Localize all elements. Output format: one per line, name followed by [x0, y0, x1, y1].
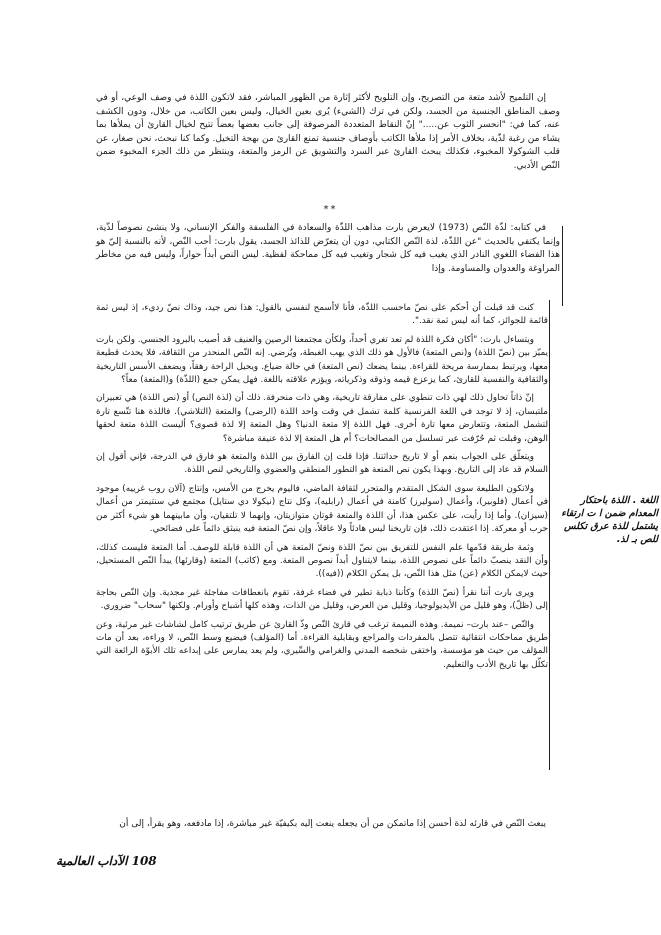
- handwritten-margin-note: اللغة . اللذة باحتكار المعدام ضمن ا ت ارتقاء يشتمل للذة عرق تكلس للص بـ لذ.: [561, 495, 658, 545]
- paragraph: في كتابه: لذّة النّص (1973) لايعرض بارت مذاهب اللذّة والسعادة في الفلسفة والفكر الإنساني، ولا ينشئ نصوصاً لذّية، وإنما يكتفي بالحديث "عن اللذّة، لذة النّص الكتابي، دون أن يتعرّض للذائذ الجسد، يقول بارت: أحب النّص، لأنه بالنسبة إليّ هو هذا الفضاء اللغوي النادر الذي يغيب فيه كل شجار وتغيب فيه كل مماحكة لفظية. ليس النص أبداً حواراً، وليس فيه من مخاطر المراوغة والعدوان والمساومة. وإذا: [96, 223, 560, 274]
- margin-rule: [562, 226, 563, 306]
- paragraph: ويرى بارت أننا نقرأ (نصّ اللذة) وكأننا ذبابة تطير في فضاء غرفة، تقوم بانعطافات مفاجئة غير مجدية. وإن النّص بحاجة إلى (ظلّ)، وهو قليل من الأيديولوجيا، وقليل من العرض، وقليل من الذات، وهذه كلها أشباح وأورام. ولكنها "سحاب" ضروري.: [96, 587, 548, 612]
- margin-rule: [549, 300, 550, 770]
- paragraph: والنّص –عند بارت– نميمة. وهذه النميمة ترغب في قارئ النّص وذّ القارئ عن طريق ترتيب كامل لشاشات غير مرئية، وعن طريق مماحكات انتقائية تتصل بالمفردات والمراجع وبقابلية القراءة. أما (المؤلف) فيضيع وسط النّص، لا وراءه، بعد أن مات المؤلف من حيث هو مؤسسة، واختفى شخصه المدني والغرامي والسِّيري، ولم يعد يمارس على إبداعه تلك الأبوّة الرائعة التي تكلّل بها تاريخ الأدب والتعليم.: [96, 619, 548, 670]
- closing-section: [96, 818, 560, 837]
- paragraph: ولاتكون الطليعة سوى الشكل المتقدم والمتحرر لثقافة الماضي، فاليوم يخرج من الأمس، وإنتاج (آلان روب غرييه) موجود في أعمال (فلوبير)، وأعمال (سوليرز) كامنة في أعمال (رابليه)، وكل نتاج (نيكولا دي ستايل) مجتمع في سنتيمتر من أعمال (سيزان). وأما إذا رأيت، على عكس هذا، أن اللذة والمتعة قوتان متوازيتان، وإنهما لا تلتقيان، وأن مابينهما هو شيء أكثر من حرب أو معركة. إذا اعتقدت ذلك، فإن تاريخنا ليس هادئاً ولا عاقلاً، وإن نصّ المتعة فيه ينبثق دائماً على فضائحي.: [96, 483, 548, 535]
- quoted-section: [96, 302, 548, 677]
- paragraph: إنّ ذاتاً تحاول ذلك لهي ذات تنطوي على مفارقة تاريخية، وهي ذات منحرفة. ذلك أن (لذة النص) أو (نص اللذة) هي تعبيران ملتبسان، إذ لا توجد في اللغة الفرنسية كلمة تشمل في وقت واحد اللذة (الرضى) والمتعة (التلاشي). فاللذة هنا تتّسع تارة لتشمل المتعة، وتتعارض معها تارة أخرى. فهل اللذة إلا متعة الدنيا؟ وهل المتعة إلا لذة قصوى؟ أليست اللذة متعة لحقها الوهن، وقبلت ثم حُرّفت عبر تسلسل من المصالحات؟ أم هل المتعة إلا لذة عنيفة مباشرة؟: [96, 393, 548, 444]
- journal-name: الآداب العالمية: [56, 854, 128, 868]
- barthes-1973-section: [96, 222, 560, 281]
- paragraph: إن التلميح لأشد متعة من التصريح، وإن التلويح لأكثر إثارة من الظهور المباشر، فقد لاتكون اللذة في وصف الوعي، أو في وصف المناطق الجنسية من الجسد، ولكن في ترك (الشيء) يُرى بعين الخيال، وليس بعين الكاتب، من خلال، ودون الكشف عنه، كما في: "انحسر الثوب عن....." إنّ النقاط المتعددة المرصوفة إلى جانب بعضها بعضاً تتيح لخيال القارئ أن يملأها بما يشاء من رغبة لذّية، بخلاف الأمر إذا ملأها الكاتب بأوصاف جنسية تمنع القارئ من بهجة التخيل. وكما كنا نبحث، نحن صغار، عن قلب الشوكولا المخبوء، فكذلك يبحث القارئ عبر السرد والتشويق عن الرمز والمتعة، وينتظر من ذلك الجزء المخبوء ضمن النّص الأدبي.: [96, 93, 560, 171]
- paragraph: ويتعلّق على الجواب بنعم أو لا تاريخ حداثتنا. فإذا قلت إن الفارق بين اللذة والمتعة هو فارق في الدرجة، فإني أقول إن السلام قد عاد إلى التاريخ. وبهذا يكون نص المتعة هو التطور المنطقي والعضوي والتاريخي لنص اللذة.: [96, 452, 548, 476]
- intro-section: [96, 92, 560, 179]
- paragraph: كنت قد قبلت أن أحكم على نصّ ماحسب اللذّة، فأنا لاأسمح لنفسي بالقول: هذا نص جيد، وذاك نصّ رديء، إذ ليس ثمة قائمة للجوائز، كما أنه ليس ثمة نقد.".: [96, 303, 548, 327]
- page-number: 108: [131, 854, 157, 868]
- section-separator: **: [323, 204, 338, 215]
- paragraph: ويتساءل بارت: "أكان فكرة اللذة لم تعد تغري أحداً، ولكأن مجتمعنا الرصين والعنيف قد أصيب بالبرود الجنسي. ولكن بارت يميّز بين (نصّ اللذة) و(نص المتعة) فالأول هو ذلك الذي يهب الغبطة، ويُرضي. إنه النّص المنحدر من الثقافة، فلا يحدث قطيعة معها، ويرتبط بممارسة مريحة للقراءة. بينما يضعك (نص المتعة) في حالة ضياع. ويحيل الراحة رهقاً، ويضعف الأسس التاريخية والثقافية والنفسية للقارئ، كما يزعزع قيمه وذوقه وذكرياته، ويؤزم علاقته باللغة. فهل يمكن جمع (اللذّة) و(المتعة) معاً؟: [96, 334, 548, 386]
- paragraph: يبعث النّص في قارئه لذة أحسن إذا ماتمكن من أن يجعله ينعت إليه بكيفيّة غير مباشرة، إذا مادفعه، وهو يقرأ، إلى أن: [119, 819, 546, 829]
- paragraph: وثمة طريقة قدّمها علم النفس للتفريق بين نصّ اللذة ونصّ المتعة هي أن اللذة قابلة للوصف. أما المتعة فليست كذلك، وأن النقد ينصبّ دائماً على نصوص اللذة، بينما لايتناول أبداً نصوص المتعة. ومع (كاتب) المتعة (وقارئها) يبدأ النّص المستحيل، حيث لايمكن الكلام (عن) مثل هذا النّص، بل يمكن الكلام ((فيه)).: [96, 542, 548, 580]
- page-footer: [56, 854, 206, 868]
